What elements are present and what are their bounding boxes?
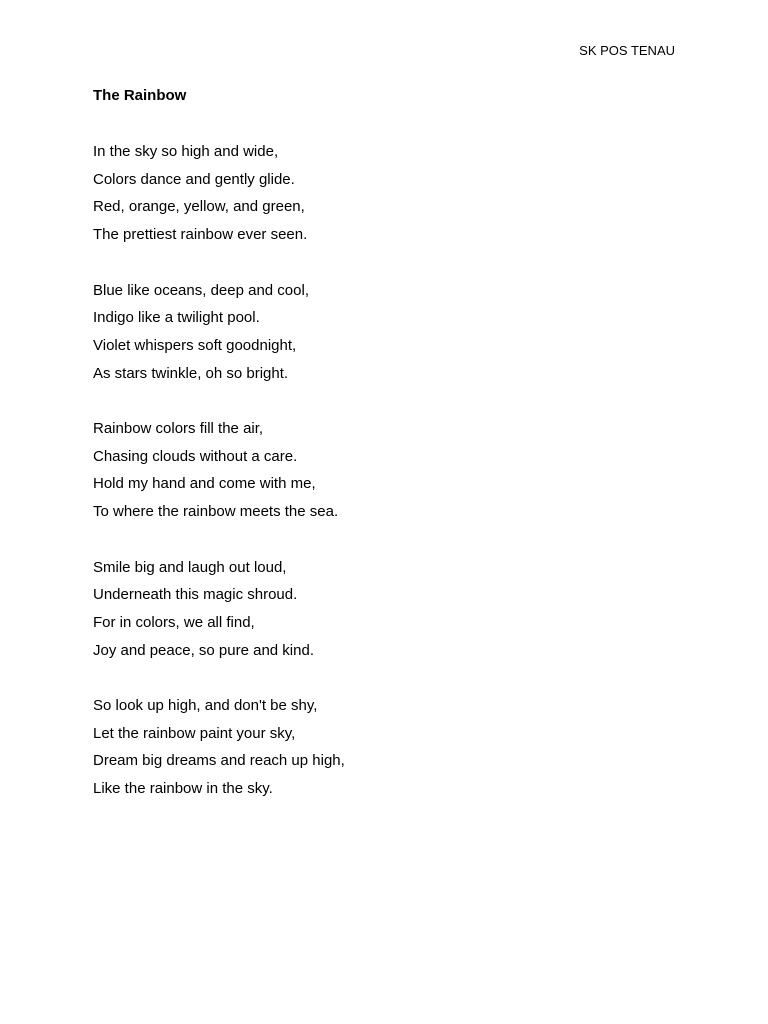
poem-line: Smile big and laugh out loud, xyxy=(93,558,287,576)
poem-line: Indigo like a twilight pool. xyxy=(93,309,260,327)
stanza xyxy=(93,554,693,665)
poem-line: So look up high, and don't be shy, xyxy=(93,697,318,714)
poem-line: Like the rainbow in the sky. xyxy=(93,780,273,798)
poem-line: For in colors, we all find, xyxy=(93,613,255,631)
poem-line: Rainbow colors fill the air, xyxy=(93,420,264,437)
poem-line: Dream big dreams and reach up high, xyxy=(93,752,345,770)
poem-line: Blue like oceans, deep and cool, xyxy=(93,281,309,299)
poem-line: Hold my hand and come with me, xyxy=(93,475,316,493)
poem-line: To where the rainbow meets the sea. xyxy=(93,503,339,521)
stanza xyxy=(93,415,693,526)
poem-line: Red, orange, yellow, and green, xyxy=(93,198,305,216)
school-header: SK POS TENAU xyxy=(579,43,675,58)
poem-line: Colors dance and gently glide. xyxy=(93,170,295,188)
poem-title: The Rainbow xyxy=(93,87,187,104)
poem-body xyxy=(93,138,693,831)
stanza xyxy=(93,138,693,249)
stanza xyxy=(93,277,693,388)
poem-line: Joy and peace, so pure and kind. xyxy=(93,641,314,659)
poem-line: Let the rainbow paint your sky, xyxy=(93,724,296,742)
poem-line: Underneath this magic shroud. xyxy=(93,586,298,604)
stanza xyxy=(93,692,693,803)
poem-line: In the sky so high and wide, xyxy=(93,143,279,160)
poem-line: As stars twinkle, oh so bright. xyxy=(93,364,289,382)
poem-line: The prettiest rainbow ever seen. xyxy=(93,226,308,244)
poem-line: Violet whispers soft goodnight, xyxy=(93,336,297,354)
poem-line: Chasing clouds without a care. xyxy=(93,447,298,465)
